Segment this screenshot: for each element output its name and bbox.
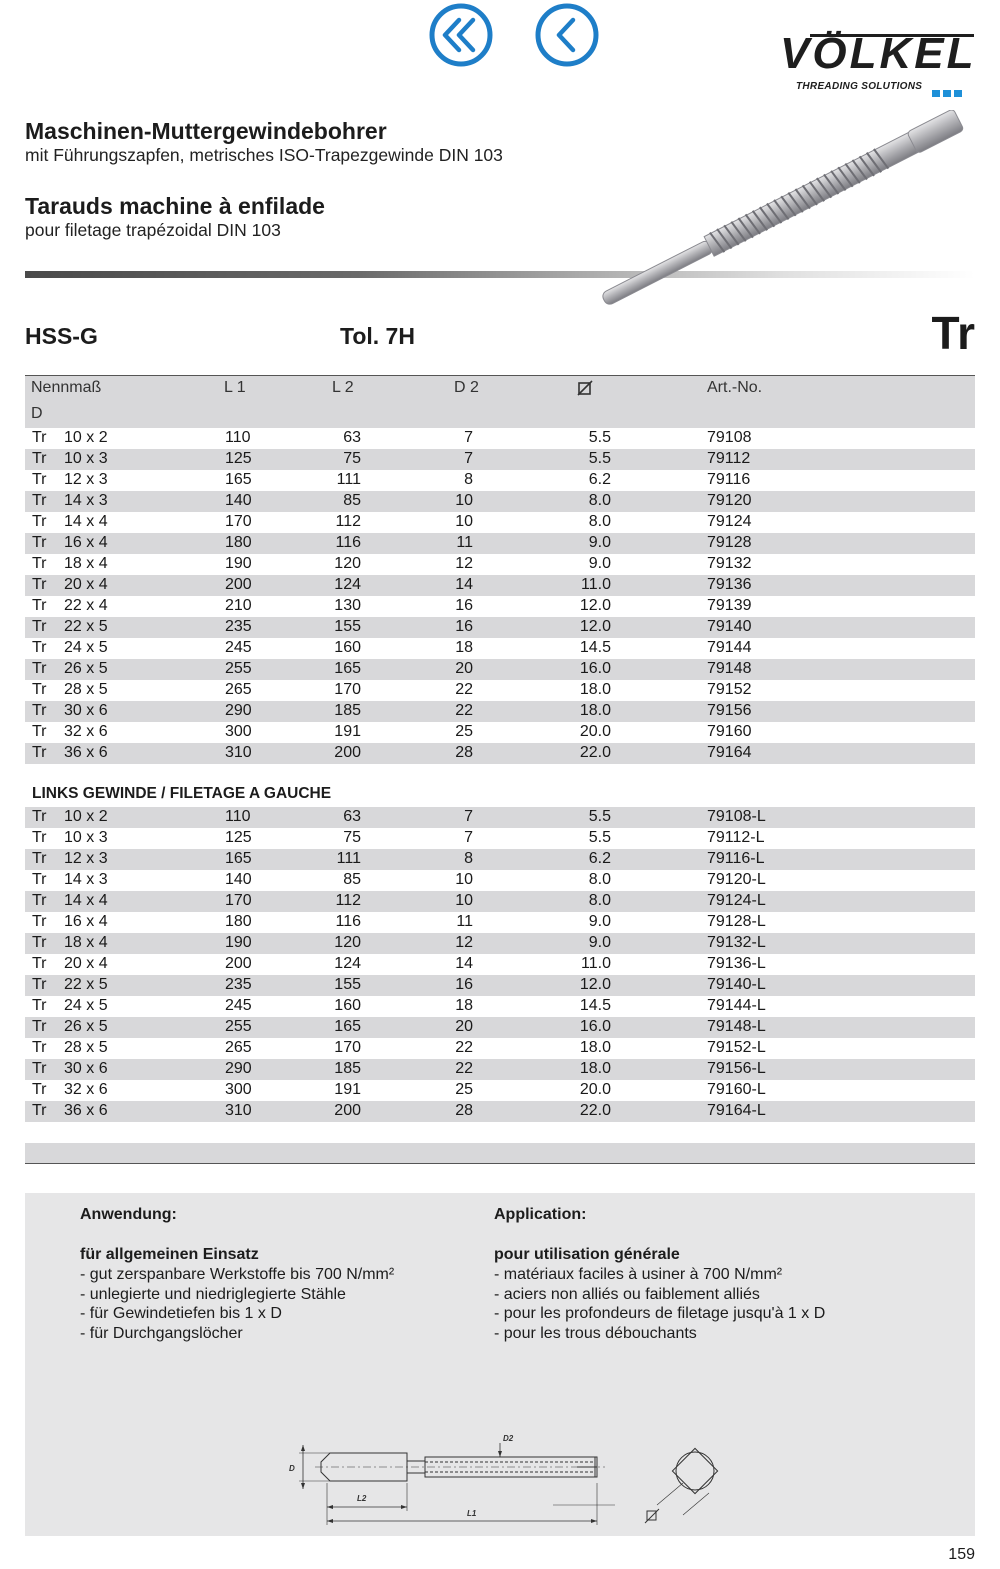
cell-size: 20 x 4 [64,576,108,593]
cell-type: Tr [32,513,47,530]
cell-type: Tr [32,450,47,467]
thread-type-label: Tr [931,307,975,359]
cell-d2: 14 [455,576,473,593]
logo-accent-squares [932,84,965,102]
cell-l2: 200 [334,744,361,761]
cell-l2: 116 [335,534,361,551]
header-l2: L 2 [332,379,354,396]
cell-square: 6.2 [588,471,611,488]
cell-d2: 16 [455,618,473,635]
cell-l2: 120 [334,555,361,572]
cell-type: Tr [32,534,47,551]
cell-type: Tr [32,934,47,951]
header-nennmass-sub: D [31,405,43,422]
cell-l2: 116 [335,913,361,930]
cell-square: 11.0 [581,576,611,593]
previous-page-button[interactable] [534,2,600,68]
cell-l1: 190 [225,555,252,572]
cell-size: 32 x 6 [64,723,108,740]
table-row [25,449,975,470]
table-row [25,1101,975,1122]
cell-type: Tr [32,1060,47,1077]
cell-type: Tr [32,997,47,1014]
cell-l2: 85 [343,871,361,888]
cell-size: 20 x 4 [64,955,108,972]
cell-type: Tr [32,1081,47,1098]
cell-size: 18 x 4 [64,555,108,572]
application-line: - pour les trous débouchants [494,1324,697,1342]
cell-type: Tr [32,1102,47,1119]
application-line: - unlegierte und niedriglegierte Stähle [80,1285,346,1303]
application-line: - aciers non alliés ou faiblement alliés [494,1285,760,1303]
cell-l1: 310 [225,744,252,761]
cell-l1: 140 [225,871,252,888]
tap-tool-image [590,110,990,320]
cell-square: 8.0 [588,513,611,530]
cell-d2: 8 [464,850,473,867]
header-art-no: Art.-No. [707,379,763,396]
double-chevron-left-icon [445,20,473,50]
table-row [25,659,975,680]
cell-type: Tr [32,808,47,825]
cell-type: Tr [32,597,47,614]
table-row [25,828,975,849]
cell-d2: 28 [455,1102,473,1119]
table-row [25,1059,975,1080]
table-row [25,849,975,870]
cell-art-no: 79124-L [707,892,766,909]
table-row [25,701,975,722]
cell-l1: 245 [225,639,252,656]
cell-l1: 300 [225,1081,252,1098]
left-hand-section-label: LINKS GEWINDE / FILETAGE A GAUCHE [32,785,332,802]
table-row [25,1017,975,1038]
cell-type: Tr [32,618,47,635]
cell-l2: 130 [334,597,361,614]
cell-size: 26 x 5 [64,1018,108,1035]
table-row [25,680,975,701]
cell-l1: 170 [225,892,252,909]
cell-art-no: 79160 [707,723,752,740]
cell-size: 24 x 5 [64,639,108,656]
table-row [25,870,975,891]
logo-tagline: THREADING SOLUTIONS [796,81,923,92]
cell-l1: 290 [225,1060,252,1077]
cell-square: 16.0 [579,1018,611,1035]
cell-d2: 16 [455,597,473,614]
tap-technical-drawing [285,1425,735,1535]
table-row [25,722,975,743]
cell-l2: 112 [335,892,361,909]
cell-art-no: 79128-L [707,913,766,930]
drawing-square-symbol [645,1509,659,1523]
cell-l1: 110 [225,429,251,446]
cell-square: 12.0 [579,618,611,635]
cell-size: 24 x 5 [64,997,108,1014]
cell-l2: 185 [334,1060,361,1077]
header-nennmass: Nennmaß [31,379,102,396]
cell-l1: 210 [225,597,252,614]
cell-type: Tr [32,829,47,846]
cell-type: Tr [32,744,47,761]
table-row [25,996,975,1017]
cell-size: 36 x 6 [64,744,108,761]
cell-d2: 8 [464,471,473,488]
cell-l2: 200 [334,1102,361,1119]
cell-type: Tr [32,492,47,509]
cell-type: Tr [32,681,47,698]
drawing-label-d2: D2 [503,1434,514,1443]
cell-art-no: 79108-L [707,808,766,825]
cell-l2: 191 [334,723,361,740]
cell-type: Tr [32,1039,47,1056]
cell-d2: 10 [455,513,473,530]
cell-square: 18.0 [579,702,611,719]
cell-art-no: 79120 [707,492,752,509]
cell-square: 9.0 [588,534,611,551]
cell-type: Tr [32,871,47,888]
cell-d2: 25 [455,723,473,740]
cell-square: 14.5 [579,997,611,1014]
table-row [25,596,975,617]
cell-square: 5.5 [588,808,611,825]
cell-l1: 165 [225,850,252,867]
cell-art-no: 79152-L [707,1039,766,1056]
table-row [25,638,975,659]
application-line: - gut zerspanbare Werkstoffe bis 700 N/mm² [80,1266,395,1283]
table-row [25,554,975,575]
cell-l2: 124 [334,955,361,972]
cell-art-no: 79116-L [707,850,765,867]
cell-size: 22 x 4 [64,597,108,614]
cell-type: Tr [32,892,47,909]
cell-size: 18 x 4 [64,934,108,951]
application-line: - für Gewindetiefen bis 1 x D [80,1305,282,1322]
cell-l2: 185 [334,702,361,719]
cell-d2: 28 [455,744,473,761]
cell-square: 8.0 [588,892,611,909]
cell-size: 14 x 3 [64,871,108,888]
cell-size: 10 x 2 [64,429,108,446]
cell-square: 18.0 [579,681,611,698]
square-size-icon [577,380,593,396]
cell-d2: 16 [455,976,473,993]
cell-l2: 170 [334,1039,361,1056]
cell-art-no: 79144-L [707,997,766,1014]
cell-type: Tr [32,850,47,867]
cell-art-no: 79112 [707,450,751,467]
cell-art-no: 79140 [707,618,752,635]
table-row [25,512,975,533]
table-footer-band [25,1143,975,1164]
table-row [25,933,975,954]
cell-d2: 18 [455,639,473,656]
cell-l2: 160 [334,639,361,656]
cell-d2: 11 [456,913,473,930]
table-row [25,617,975,638]
cell-l2: 112 [335,513,361,530]
cell-l1: 255 [225,660,252,677]
cell-square: 8.0 [588,492,611,509]
cell-l2: 191 [334,1081,361,1098]
cell-art-no: 79132-L [707,934,766,951]
cell-size: 16 x 4 [64,913,108,930]
cell-l1: 235 [225,976,252,993]
table-row [25,743,975,764]
left-hand-table [25,807,975,1122]
cell-type: Tr [32,555,47,572]
cell-art-no: 79160-L [707,1081,766,1098]
cell-l1: 170 [225,513,252,530]
cell-size: 12 x 3 [64,850,108,867]
cell-art-no: 79152 [707,681,752,698]
cell-art-no: 79140-L [707,976,766,993]
cell-art-no: 79116 [707,471,751,488]
cell-square: 9.0 [588,934,611,951]
chevron-left-icon [559,20,573,50]
cell-l1: 235 [225,618,252,635]
cell-l2: 165 [334,660,361,677]
cell-d2: 18 [455,997,473,1014]
cell-l1: 200 [225,576,252,593]
cell-type: Tr [32,723,47,740]
cell-d2: 7 [464,808,473,825]
cell-size: 12 x 3 [64,471,108,488]
cell-l2: 111 [336,471,361,488]
cell-size: 10 x 3 [64,450,108,467]
page-number: 159 [948,1546,975,1563]
application-line: - matériaux faciles à usiner à 700 N/mm² [494,1266,783,1283]
cell-l1: 180 [225,913,252,930]
cell-l1: 265 [225,1039,252,1056]
table-row [25,470,975,491]
cell-d2: 7 [464,829,473,846]
cell-d2: 10 [455,492,473,509]
header-d2: D 2 [454,379,479,396]
cell-d2: 22 [455,681,473,698]
cell-art-no: 79136 [707,576,752,593]
cell-size: 30 x 6 [64,702,108,719]
cell-square: 8.0 [588,871,611,888]
cell-d2: 22 [455,1060,473,1077]
cell-art-no: 79156 [707,702,752,719]
cell-art-no: 79164-L [707,1102,766,1119]
cell-size: 14 x 3 [64,492,108,509]
application-german [80,1206,394,1343]
cell-l1: 165 [225,471,252,488]
cell-art-no: 79148 [707,660,752,677]
cell-l2: 120 [334,934,361,951]
cell-size: 28 x 5 [64,1039,108,1056]
drawing-label-l2: L2 [357,1494,367,1503]
cell-d2: 10 [455,871,473,888]
table-row [25,807,975,828]
table-row [25,1038,975,1059]
application-line: - für Durchgangslöcher [80,1324,243,1342]
first-page-button[interactable] [428,2,494,68]
cell-l1: 255 [225,1018,252,1035]
cell-art-no: 79144 [707,639,752,656]
cell-art-no: 79128 [707,534,752,551]
cell-l2: 170 [334,681,361,698]
cell-d2: 12 [455,555,473,572]
cell-size: 14 x 4 [64,513,108,530]
cell-d2: 22 [455,702,473,719]
cell-l2: 155 [334,618,361,635]
cell-d2: 12 [455,934,473,951]
cell-l2: 155 [334,976,361,993]
subtitle-french: pour filetage trapézoidal DIN 103 [25,220,281,240]
cell-size: 16 x 4 [64,534,108,551]
cell-size: 28 x 5 [64,681,108,698]
table-row [25,912,975,933]
cell-l2: 85 [343,492,361,509]
cell-size: 22 x 5 [64,618,108,635]
cell-square: 6.2 [588,850,611,867]
cell-type: Tr [32,639,47,656]
logo-wordmark: VÖLKEL [780,29,977,78]
cell-type: Tr [32,955,47,972]
cell-square: 14.5 [579,639,611,656]
cell-size: 26 x 5 [64,660,108,677]
cell-l2: 160 [334,997,361,1014]
title-german: Maschinen-Muttergewindebohrer [25,118,387,144]
cell-l1: 190 [225,934,252,951]
cell-square: 18.0 [579,1060,611,1077]
cell-art-no: 79132 [707,555,752,572]
cell-d2: 7 [464,429,473,446]
cell-square: 11.0 [581,955,611,972]
cell-d2: 22 [455,1039,473,1056]
cell-l2: 63 [343,808,361,825]
cell-square: 22.0 [579,1102,611,1119]
cell-art-no: 79108 [707,429,752,446]
cell-d2: 25 [455,1081,473,1098]
cell-art-no: 79156-L [707,1060,766,1077]
tolerance-label: Tol. 7H [340,323,415,349]
subtitle-german: mit Führungszapfen, metrisches ISO-Trapezgewinde DIN 103 [25,145,503,165]
cell-l2: 75 [343,829,361,846]
table-row [25,1080,975,1101]
cell-square: 16.0 [579,660,611,677]
cell-l1: 125 [225,450,252,467]
title-french: Tarauds machine à enfilade [25,193,325,219]
cell-l2: 111 [336,850,361,867]
cell-l1: 290 [225,702,252,719]
application-heading-french: Application: [494,1206,587,1223]
cell-d2: 11 [456,534,473,551]
cell-l1: 180 [225,534,252,551]
cell-size: 36 x 6 [64,1102,108,1119]
cell-square: 20.0 [579,1081,611,1098]
cell-square: 20.0 [579,723,611,740]
cell-l1: 265 [225,681,252,698]
cell-type: Tr [32,702,47,719]
cell-l2: 124 [334,576,361,593]
cell-size: 22 x 5 [64,976,108,993]
cell-l1: 125 [225,829,252,846]
cell-type: Tr [32,976,47,993]
cell-size: 30 x 6 [64,1060,108,1077]
cell-d2: 20 [455,660,473,677]
cell-d2: 14 [455,955,473,972]
cell-size: 10 x 3 [64,829,108,846]
cell-square: 12.0 [579,976,611,993]
table-row [25,533,975,554]
cell-size: 32 x 6 [64,1081,108,1098]
cell-square: 5.5 [588,450,611,467]
cell-square: 9.0 [588,555,611,572]
cell-square: 5.5 [588,429,611,446]
cell-art-no: 79139 [707,597,752,614]
cell-l2: 75 [343,450,361,467]
right-hand-table [25,428,975,764]
cell-l1: 140 [225,492,252,509]
cell-l1: 110 [225,808,251,825]
cell-type: Tr [32,576,47,593]
cell-art-no: 79148-L [707,1018,766,1035]
table-row [25,975,975,996]
previous-page-ring [538,6,596,64]
cell-type: Tr [32,913,47,930]
application-heading-german: Anwendung: [80,1206,177,1223]
cell-type: Tr [32,1018,47,1035]
cell-l2: 165 [334,1018,361,1035]
cell-l1: 245 [225,997,252,1014]
drawing-label-l1: L1 [467,1509,477,1518]
cell-square: 22.0 [579,744,611,761]
voelkel-logo [780,29,977,96]
material-label: HSS-G [25,323,98,349]
cell-square: 12.0 [579,597,611,614]
cell-d2: 10 [455,892,473,909]
cell-size: 14 x 4 [64,892,108,909]
cell-art-no: 79164 [707,744,752,761]
table-row [25,954,975,975]
cell-square: 5.5 [588,829,611,846]
drawing-label-d: D [289,1464,295,1473]
cell-d2: 20 [455,1018,473,1035]
application-french [494,1206,825,1343]
cell-l2: 63 [343,429,361,446]
cell-type: Tr [32,660,47,677]
cell-art-no: 79124 [707,513,752,530]
table-row [25,491,975,512]
table-row [25,428,975,449]
table-header [25,375,975,428]
cell-art-no: 79120-L [707,871,766,888]
cell-square: 18.0 [579,1039,611,1056]
table-row [25,891,975,912]
application-line: - pour les profondeurs de filetage jusqu'à 1 x D [494,1305,826,1322]
cell-l1: 200 [225,955,252,972]
header-l1: L 1 [224,379,246,396]
cell-type: Tr [32,471,47,488]
table-row [25,575,975,596]
application-subheading-german: für allgemeinen Einsatz [80,1246,259,1263]
cell-l1: 300 [225,723,252,740]
cell-size: 10 x 2 [64,808,108,825]
cell-d2: 7 [464,450,473,467]
cell-art-no: 79136-L [707,955,766,972]
cell-square: 9.0 [588,913,611,930]
cell-l1: 310 [225,1102,252,1119]
cell-art-no: 79112-L [707,829,765,846]
cell-type: Tr [32,429,47,446]
application-subheading-french: pour utilisation générale [494,1246,680,1263]
